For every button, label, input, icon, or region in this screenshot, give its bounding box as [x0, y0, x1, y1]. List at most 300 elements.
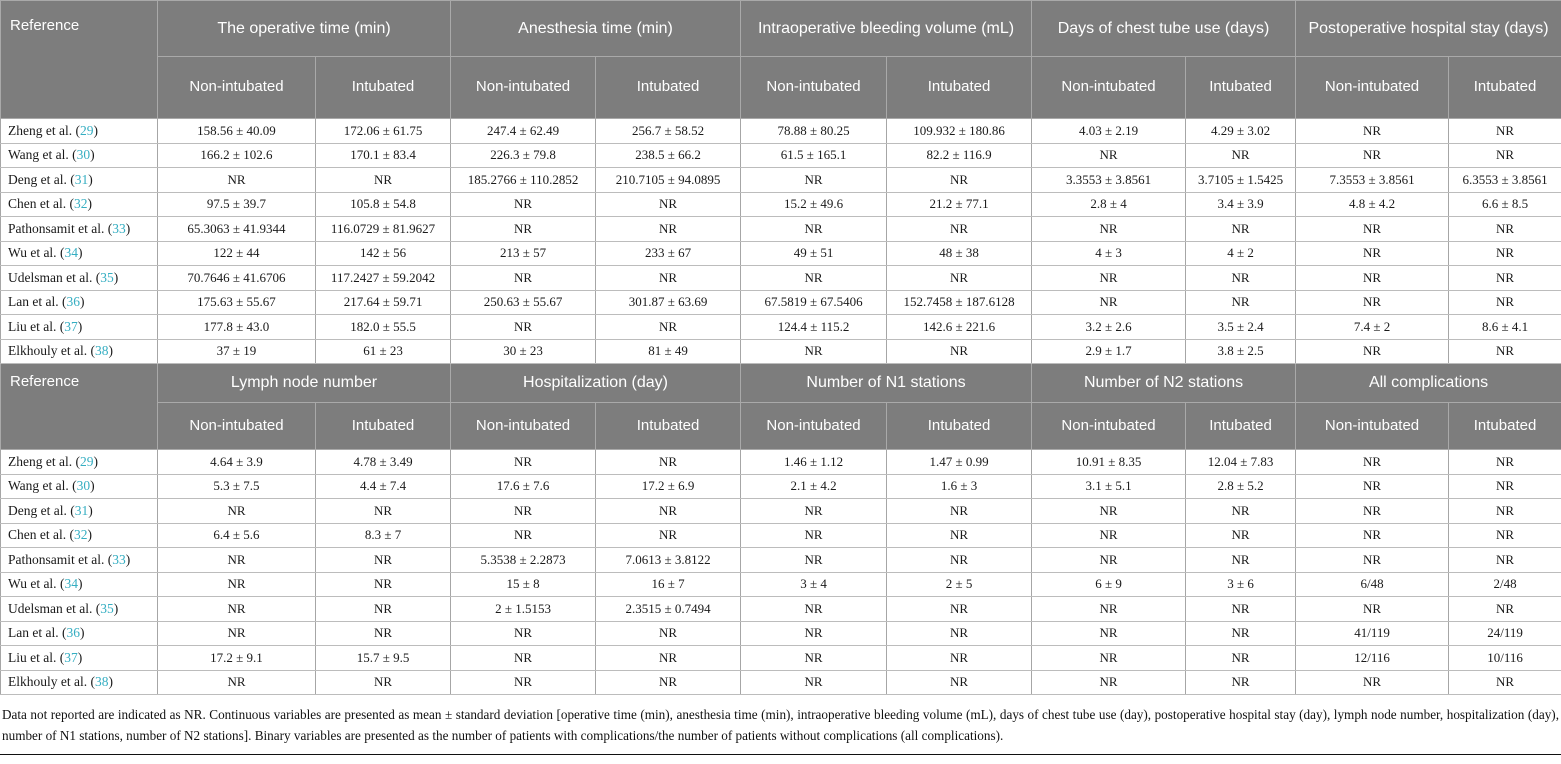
- table-cell: NR: [1296, 499, 1449, 524]
- table-row: [1, 572, 1561, 597]
- table-cell: 124.4 ± 115.2: [741, 315, 887, 340]
- table-cell: NR: [1449, 499, 1561, 524]
- reference-cell: Pathonsamit et al. (33): [1, 548, 158, 573]
- table-cell: NR: [158, 597, 316, 622]
- table-cell: NR: [887, 621, 1032, 646]
- table-cell: 4.8 ± 4.2: [1296, 192, 1449, 217]
- table-cell: 6/48: [1296, 572, 1449, 597]
- table-cell: NR: [596, 217, 741, 242]
- table-cell: 2/48: [1449, 572, 1561, 597]
- citation-link[interactable]: 31: [74, 502, 89, 518]
- citation-link[interactable]: 34: [64, 245, 78, 261]
- table-footnote: Data not reported are indicated as NR. Continuous variables are presented as mean ± standard deviation [operative time (min), anesthesia time (min), intraoperative bleeding volume (mL), days of chest tube use (day), postoperative hospital stay (day), lymph node number, hospitalization (day), number of N1 stations, number of N2 stations]. Binary variables are presented as the number of patients with complications/the number of patients without complications (all complications).: [0, 695, 1561, 755]
- table-cell: NR: [158, 670, 316, 695]
- citation-link[interactable]: 30: [76, 147, 91, 163]
- table-cell: NR: [1186, 217, 1296, 242]
- table-cell: NR: [451, 621, 596, 646]
- table-cell: NR: [1032, 290, 1186, 315]
- column-subheader-non-intubated: Non-intubated: [451, 57, 596, 119]
- table-cell: 4.78 ± 3.49: [316, 450, 451, 475]
- table-cell: 15.2 ± 49.6: [741, 192, 887, 217]
- reference-cell: Deng et al. (31): [1, 499, 158, 524]
- reference-cell: Zheng et al. (29): [1, 119, 158, 144]
- table-cell: 1.46 ± 1.12: [741, 450, 887, 475]
- table-cell: NR: [1032, 621, 1186, 646]
- reference-cell: Wu et al. (34): [1, 572, 158, 597]
- reference-author-text: Pathonsamit et al.: [8, 220, 105, 236]
- table-cell: 105.8 ± 54.8: [316, 192, 451, 217]
- table-cell: 247.4 ± 62.49: [451, 119, 596, 144]
- table-cell: 158.56 ± 40.09: [158, 119, 316, 144]
- table-cell: NR: [887, 266, 1032, 291]
- table-cell: NR: [1186, 266, 1296, 291]
- table-cell: 12/116: [1296, 646, 1449, 671]
- table-cell: 81 ± 49: [596, 339, 741, 364]
- table-cell: NR: [1186, 597, 1296, 622]
- table-row: [1, 119, 1561, 144]
- table-cell: NR: [1296, 450, 1449, 475]
- table-cell: NR: [1296, 339, 1449, 364]
- reference-cell: Pathonsamit et al. (33): [1, 217, 158, 242]
- column-subheader-intubated: Intubated: [887, 57, 1032, 119]
- table-cell: NR: [1449, 217, 1561, 242]
- table-cell: NR: [741, 499, 887, 524]
- table-cell: 142.6 ± 221.6: [887, 315, 1032, 340]
- table-cell: 182.0 ± 55.5: [316, 315, 451, 340]
- table-cell: NR: [741, 621, 887, 646]
- column-header-reference: Reference: [1, 1, 158, 119]
- table-cell: NR: [451, 217, 596, 242]
- table-row: [1, 315, 1561, 340]
- header-row-subgroups: [1, 403, 1561, 450]
- table-cell: 238.5 ± 66.2: [596, 143, 741, 168]
- table-cell: 82.2 ± 116.9: [887, 143, 1032, 168]
- citation-link[interactable]: 34: [64, 576, 78, 592]
- table-cell: NR: [741, 339, 887, 364]
- reference-cell: Zheng et al. (29): [1, 450, 158, 475]
- reference-author-text: Pathonsamit et al.: [8, 551, 105, 567]
- reference-author-text: Elkhouly et al.: [8, 674, 88, 690]
- table-row: [1, 523, 1561, 548]
- table-cell: NR: [1449, 548, 1561, 573]
- table-cell: 233 ± 67: [596, 241, 741, 266]
- table-row: [1, 548, 1561, 573]
- table-cell: NR: [596, 523, 741, 548]
- table-cell: NR: [596, 192, 741, 217]
- table-cell: 210.7105 ± 94.0895: [596, 168, 741, 193]
- table-cell: NR: [887, 168, 1032, 193]
- table-row: [1, 339, 1561, 364]
- table-cell: NR: [887, 597, 1032, 622]
- table-cell: 1.6 ± 3: [887, 474, 1032, 499]
- column-subheader-non-intubated: Non-intubated: [1032, 403, 1186, 450]
- column-subheader-non-intubated: Non-intubated: [158, 403, 316, 450]
- table-cell: 3 ± 4: [741, 572, 887, 597]
- reference-cell: Wu et al. (34): [1, 241, 158, 266]
- reference-author-text: Deng et al.: [8, 502, 67, 518]
- table-cell: NR: [741, 597, 887, 622]
- table-cell: NR: [1032, 143, 1186, 168]
- column-group-header: Hospitalization (day): [451, 364, 741, 403]
- table-cell: NR: [451, 450, 596, 475]
- table-cell: NR: [887, 646, 1032, 671]
- reference-cell: Udelsman et al. (35): [1, 266, 158, 291]
- table-cell: NR: [1449, 597, 1561, 622]
- table-cell: 37 ± 19: [158, 339, 316, 364]
- column-group-header: The operative time (min): [158, 1, 451, 57]
- table-cell: 12.04 ± 7.83: [1186, 450, 1296, 475]
- table-cell: NR: [1032, 548, 1186, 573]
- table-cell: 4.4 ± 7.4: [316, 474, 451, 499]
- table-cell: 21.2 ± 77.1: [887, 192, 1032, 217]
- table-cell: 65.3063 ± 41.9344: [158, 217, 316, 242]
- table-cell: 61 ± 23: [316, 339, 451, 364]
- table-cell: NR: [596, 670, 741, 695]
- table-cell: NR: [451, 315, 596, 340]
- table-cell: 15.7 ± 9.5: [316, 646, 451, 671]
- table-row: [1, 597, 1561, 622]
- table-cell: NR: [316, 621, 451, 646]
- citation-link[interactable]: 35: [100, 269, 114, 285]
- table-cell: NR: [1032, 670, 1186, 695]
- column-subheader-intubated: Intubated: [887, 403, 1032, 450]
- column-subheader-intubated: Intubated: [1186, 57, 1296, 119]
- table-cell: NR: [1449, 143, 1561, 168]
- table-cell: 177.8 ± 43.0: [158, 315, 316, 340]
- reference-cell: Lan et al. (36): [1, 621, 158, 646]
- table-cell: 152.7458 ± 187.6128: [887, 290, 1032, 315]
- reference-author-text: Udelsman et al.: [8, 269, 93, 285]
- table-cell: NR: [1449, 339, 1561, 364]
- table-cell: 2.1 ± 4.2: [741, 474, 887, 499]
- citation-link[interactable]: 29: [79, 122, 94, 138]
- table-row: [1, 266, 1561, 291]
- citation-link[interactable]: 36: [66, 625, 80, 641]
- table-cell: 3.5 ± 2.4: [1186, 315, 1296, 340]
- column-group-header: Number of N1 stations: [741, 364, 1032, 403]
- table-cell: 256.7 ± 58.52: [596, 119, 741, 144]
- table-cell: NR: [1186, 143, 1296, 168]
- table-cell: 6.6 ± 8.5: [1449, 192, 1561, 217]
- table-cell: 109.932 ± 180.86: [887, 119, 1032, 144]
- citation-link[interactable]: 33: [112, 551, 126, 567]
- table-cell: NR: [741, 523, 887, 548]
- column-subheader-non-intubated: Non-intubated: [1296, 403, 1449, 450]
- reference-cell: Chen et al. (32): [1, 523, 158, 548]
- table-cell: 7.4 ± 2: [1296, 315, 1449, 340]
- column-subheader-intubated: Intubated: [1449, 403, 1561, 450]
- table-row: [1, 474, 1561, 499]
- table-cell: 10/116: [1449, 646, 1561, 671]
- table-cell: 166.2 ± 102.6: [158, 143, 316, 168]
- table-cell: NR: [316, 499, 451, 524]
- table-cell: NR: [1032, 266, 1186, 291]
- table-cell: NR: [1032, 499, 1186, 524]
- column-group-header: Number of N2 stations: [1032, 364, 1296, 403]
- table-cell: NR: [1449, 290, 1561, 315]
- citation-link[interactable]: 36: [66, 294, 80, 310]
- column-subheader-non-intubated: Non-intubated: [451, 403, 596, 450]
- table-cell: NR: [741, 670, 887, 695]
- table-row: [1, 168, 1561, 193]
- table-row: [1, 499, 1561, 524]
- table-cell: 2 ± 5: [887, 572, 1032, 597]
- table-cell: NR: [887, 548, 1032, 573]
- table-cell: NR: [1296, 474, 1449, 499]
- table-cell: NR: [316, 670, 451, 695]
- table-cell: 170.1 ± 83.4: [316, 143, 451, 168]
- column-group-header: All complications: [1296, 364, 1561, 403]
- table-cell: NR: [596, 450, 741, 475]
- reference-cell: Wang et al. (30): [1, 143, 158, 168]
- table-cell: NR: [451, 670, 596, 695]
- table-cell: NR: [1296, 548, 1449, 573]
- table-cell: 250.63 ± 55.67: [451, 290, 596, 315]
- table-cell: 70.7646 ± 41.6706: [158, 266, 316, 291]
- table-cell: 142 ± 56: [316, 241, 451, 266]
- table-row: [1, 217, 1561, 242]
- reference-author-text: Liu et al.: [8, 649, 57, 665]
- table-cell: 10.91 ± 8.35: [1032, 450, 1186, 475]
- reference-author-text: Zheng et al.: [8, 453, 73, 469]
- table-cell: 2.8 ± 4: [1032, 192, 1186, 217]
- table-cell: 3.4 ± 3.9: [1186, 192, 1296, 217]
- table-cell: NR: [596, 266, 741, 291]
- table-row: [1, 646, 1561, 671]
- table-cell: 15 ± 8: [451, 572, 596, 597]
- table-cell: 301.87 ± 63.69: [596, 290, 741, 315]
- table-cell: 217.64 ± 59.71: [316, 290, 451, 315]
- table-cell: 2.3515 ± 0.7494: [596, 597, 741, 622]
- column-group-header: Days of chest tube use (days): [1032, 1, 1296, 57]
- column-subheader-non-intubated: Non-intubated: [1032, 57, 1186, 119]
- table-cell: 4.03 ± 2.19: [1032, 119, 1186, 144]
- reference-author-text: Udelsman et al.: [8, 600, 93, 616]
- table-cell: 116.0729 ± 81.9627: [316, 217, 451, 242]
- table-cell: 3.7105 ± 1.5425: [1186, 168, 1296, 193]
- table-cell: NR: [1296, 217, 1449, 242]
- table-cell: 226.3 ± 79.8: [451, 143, 596, 168]
- table-cell: 213 ± 57: [451, 241, 596, 266]
- table-cell: NR: [1186, 621, 1296, 646]
- table-cell: NR: [1296, 523, 1449, 548]
- reference-author-text: Liu et al.: [8, 318, 57, 334]
- citation-link[interactable]: 37: [64, 318, 78, 334]
- table-row: [1, 290, 1561, 315]
- table-cell: 4.29 ± 3.02: [1186, 119, 1296, 144]
- reference-cell: Chen et al. (32): [1, 192, 158, 217]
- table-cell: NR: [1449, 670, 1561, 695]
- table-cell: 30 ± 23: [451, 339, 596, 364]
- table-cell: NR: [1186, 499, 1296, 524]
- table-cell: 17.2 ± 6.9: [596, 474, 741, 499]
- table-cell: 7.3553 ± 3.8561: [1296, 168, 1449, 193]
- table-cell: 41/119: [1296, 621, 1449, 646]
- column-group-header: Postoperative hospital stay (days): [1296, 1, 1561, 57]
- table-cell: NR: [1449, 119, 1561, 144]
- citation-link[interactable]: 32: [73, 196, 88, 212]
- citation-link[interactable]: 30: [76, 478, 91, 494]
- citation-link[interactable]: 38: [94, 343, 109, 359]
- table-row: [1, 621, 1561, 646]
- table-cell: 67.5819 ± 67.5406: [741, 290, 887, 315]
- table-cell: NR: [596, 621, 741, 646]
- table-cell: NR: [316, 572, 451, 597]
- reference-author-text: Wang et al.: [8, 147, 69, 163]
- table-cell: 2.9 ± 1.7: [1032, 339, 1186, 364]
- table-cell: 172.06 ± 61.75: [316, 119, 451, 144]
- table-cell: NR: [596, 499, 741, 524]
- table-cell: 17.2 ± 9.1: [158, 646, 316, 671]
- table-cell: 8.6 ± 4.1: [1449, 315, 1561, 340]
- table-cell: 122 ± 44: [158, 241, 316, 266]
- reference-cell: Udelsman et al. (35): [1, 597, 158, 622]
- table-cell: NR: [1032, 523, 1186, 548]
- header-row-groups: [1, 364, 1561, 403]
- reference-author-text: Zheng et al.: [8, 122, 73, 138]
- table-cell: 5.3538 ± 2.2873: [451, 548, 596, 573]
- table-cell: NR: [316, 597, 451, 622]
- table-cell: NR: [1449, 474, 1561, 499]
- table-cell: 8.3 ± 7: [316, 523, 451, 548]
- column-subheader-intubated: Intubated: [596, 403, 741, 450]
- table-cell: NR: [1296, 266, 1449, 291]
- table-cell: NR: [1032, 597, 1186, 622]
- reference-author-text: Deng et al.: [8, 171, 67, 187]
- table-cell: 16 ± 7: [596, 572, 741, 597]
- column-group-header: Lymph node number: [158, 364, 451, 403]
- table-cell: NR: [596, 646, 741, 671]
- table-cell: NR: [316, 168, 451, 193]
- table-cell: NR: [1449, 450, 1561, 475]
- table-cell: 2 ± 1.5153: [451, 597, 596, 622]
- table-cell: NR: [1449, 241, 1561, 266]
- table-cell: NR: [887, 670, 1032, 695]
- table-row: [1, 450, 1561, 475]
- table-row: [1, 192, 1561, 217]
- table-cell: 78.88 ± 80.25: [741, 119, 887, 144]
- table-cell: 3.8 ± 2.5: [1186, 339, 1296, 364]
- table-cell: NR: [1186, 523, 1296, 548]
- reference-author-text: Chen et al.: [8, 527, 67, 543]
- citation-link[interactable]: 32: [73, 527, 88, 543]
- table-cell: 1.47 ± 0.99: [887, 450, 1032, 475]
- reference-cell: Elkhouly et al. (38): [1, 670, 158, 695]
- header-row-groups: [1, 1, 1561, 57]
- reference-cell: Wang et al. (30): [1, 474, 158, 499]
- citation-link[interactable]: 35: [100, 600, 114, 616]
- column-subheader-intubated: Intubated: [1449, 57, 1561, 119]
- table-row: [1, 143, 1561, 168]
- table-cell: NR: [741, 217, 887, 242]
- citation-link[interactable]: 29: [79, 453, 94, 469]
- table-cell: NR: [1296, 597, 1449, 622]
- table-cell: 4 ± 2: [1186, 241, 1296, 266]
- table-cell: NR: [1296, 241, 1449, 266]
- table-cell: 3.1 ± 5.1: [1032, 474, 1186, 499]
- table-cell: NR: [1032, 217, 1186, 242]
- table-cell: 48 ± 38: [887, 241, 1032, 266]
- table-cell: 175.63 ± 55.67: [158, 290, 316, 315]
- table-row: [1, 670, 1561, 695]
- table-cell: NR: [1296, 290, 1449, 315]
- reference-cell: Liu et al. (37): [1, 646, 158, 671]
- table-cell: 97.5 ± 39.7: [158, 192, 316, 217]
- table-cell: NR: [316, 548, 451, 573]
- citation-link[interactable]: 33: [112, 220, 126, 236]
- header-row-subgroups: [1, 57, 1561, 119]
- table-cell: 185.2766 ± 110.2852: [451, 168, 596, 193]
- table-cell: NR: [887, 217, 1032, 242]
- table-cell: NR: [451, 523, 596, 548]
- table-cell: NR: [1032, 646, 1186, 671]
- table-cell: 4.64 ± 3.9: [158, 450, 316, 475]
- table-cell: NR: [158, 168, 316, 193]
- reference-cell: Elkhouly et al. (38): [1, 339, 158, 364]
- table-cell: NR: [451, 499, 596, 524]
- column-subheader-intubated: Intubated: [596, 57, 741, 119]
- citation-link[interactable]: 31: [74, 171, 89, 187]
- table-cell: 24/119: [1449, 621, 1561, 646]
- reference-author-text: Wang et al.: [8, 478, 69, 494]
- table-cell: NR: [741, 168, 887, 193]
- table-cell: 61.5 ± 165.1: [741, 143, 887, 168]
- reference-author-text: Chen et al.: [8, 196, 67, 212]
- table-cell: 2.8 ± 5.2: [1186, 474, 1296, 499]
- table-cell: NR: [887, 499, 1032, 524]
- table-cell: NR: [887, 339, 1032, 364]
- reference-cell: Liu et al. (37): [1, 315, 158, 340]
- table-cell: NR: [596, 315, 741, 340]
- reference-author-text: Lan et al.: [8, 625, 59, 641]
- table-cell: 4 ± 3: [1032, 241, 1186, 266]
- column-header-reference: Reference: [1, 364, 158, 450]
- table-body: [1, 1, 1561, 695]
- table-cell: NR: [158, 572, 316, 597]
- table-cell: NR: [1186, 670, 1296, 695]
- table-cell: NR: [1186, 548, 1296, 573]
- table-cell: NR: [1296, 119, 1449, 144]
- table-cell: 7.0613 ± 3.8122: [596, 548, 741, 573]
- table-cell: 3.2 ± 2.6: [1032, 315, 1186, 340]
- table-row: [1, 241, 1561, 266]
- table-cell: NR: [451, 266, 596, 291]
- table-cell: NR: [1449, 266, 1561, 291]
- table-cell: NR: [741, 646, 887, 671]
- table-cell: NR: [741, 266, 887, 291]
- table-cell: NR: [1296, 670, 1449, 695]
- table-cell: 6 ± 9: [1032, 572, 1186, 597]
- citation-link[interactable]: 37: [64, 649, 78, 665]
- table-cell: NR: [1186, 290, 1296, 315]
- table-cell: 5.3 ± 7.5: [158, 474, 316, 499]
- column-subheader-non-intubated: Non-intubated: [158, 57, 316, 119]
- reference-author-text: Wu et al.: [8, 576, 57, 592]
- table-cell: 49 ± 51: [741, 241, 887, 266]
- column-group-header: Anesthesia time (min): [451, 1, 741, 57]
- table-cell: NR: [158, 499, 316, 524]
- table-cell: NR: [1449, 523, 1561, 548]
- table-cell: NR: [887, 523, 1032, 548]
- reference-cell: Lan et al. (36): [1, 290, 158, 315]
- reference-cell: Deng et al. (31): [1, 168, 158, 193]
- citation-link[interactable]: 38: [94, 674, 109, 690]
- table-cell: NR: [158, 621, 316, 646]
- table-cell: 3 ± 6: [1186, 572, 1296, 597]
- column-subheader-intubated: Intubated: [316, 57, 451, 119]
- column-subheader-non-intubated: Non-intubated: [741, 57, 887, 119]
- table-cell: 117.2427 ± 59.2042: [316, 266, 451, 291]
